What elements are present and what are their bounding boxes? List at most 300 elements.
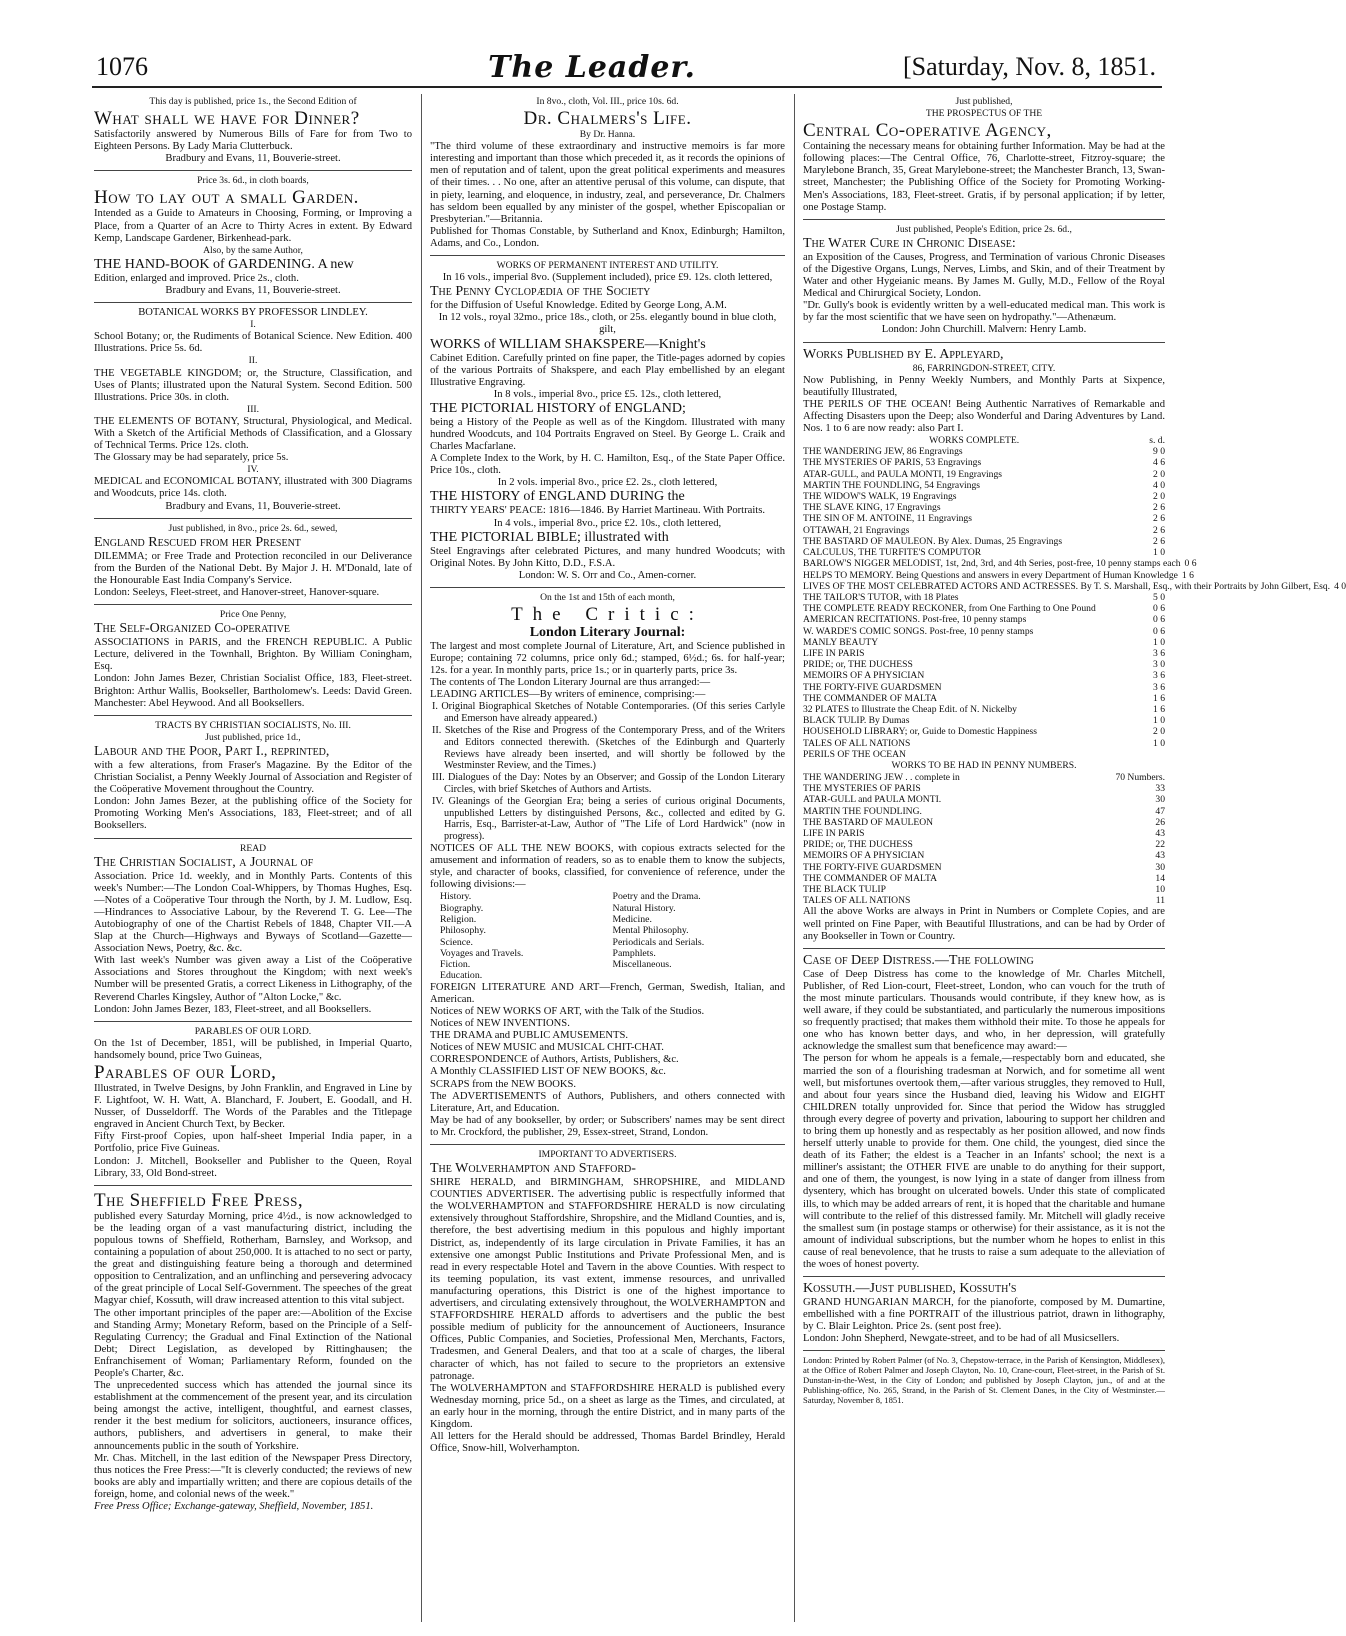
item-title: THE MYSTERIES OF PARIS, 53 Engravings — [803, 457, 982, 469]
section-heading: PARABLES OF OUR LORD. — [194, 1025, 312, 1037]
divider — [94, 604, 412, 605]
divider — [803, 1276, 1165, 1277]
masthead-rule — [92, 86, 1162, 88]
numbers-row — [803, 772, 1165, 783]
section-heading: WORKS TO BE HAD IN PENNY NUMBERS. — [891, 759, 1077, 771]
ad-preline: In 4 vols., imperial 8vo., price £2. 10s., cloth lettered, — [493, 517, 722, 529]
list-item: I. Original Biographical Sketches of Notable Contemporaries. (Of this series Carlyle and Emerson have already appeared.) — [432, 701, 785, 725]
ad-title: The Critic: — [511, 604, 704, 625]
numbers-list — [803, 783, 1165, 906]
ad-body: Intended as a Guide to Amateurs in Choosing, Forming, or Improving a Place, from a Quarter of an Acre to Thirty Acres in extent. By Edward Kemp, Landscape Gardener, Birkenhead-park. — [94, 208, 412, 244]
ad-preline: In 12 vols., royal 32mo., price 18s., cloth, or 25s. elegantly bound in blue cloth, gilt, — [438, 312, 777, 336]
ad-body: The unprecedented success which has attended the journal since its establishment at the commencement of the present year, and its circulation being amongst the active, intelligent, thoughtful, and earnest classes, render it the best medium for solicitors, auctioneers, insurance offices, authors, publishers, and advertisers in general, to make their announcements public in the south of Yorkshire. — [94, 1380, 412, 1452]
price-list-item — [803, 738, 1165, 749]
item-title: HOUSEHOLD LIBRARY; or, Guide to Domestic Happiness — [803, 726, 1038, 738]
item-price: 3 6 — [1153, 681, 1165, 693]
divider — [430, 1144, 785, 1145]
item-price: 0 6 — [1153, 625, 1165, 637]
ad-body: Notices of NEW WORKS OF ART, with the Talk of the Studios. — [430, 1005, 705, 1017]
numbers-row — [803, 873, 1165, 884]
item-title: TALES OF ALL NATIONS — [803, 737, 911, 749]
division-item: Pamphlets. — [612, 947, 656, 959]
ad-body: FOREIGN LITERATURE AND ART—French, German, Swedish, Italian, and American. — [430, 981, 785, 1005]
numbers-row — [803, 839, 1165, 850]
ad-title: Case of Deep Distress.—The following — [803, 952, 1034, 968]
ad-title: The Water Cure in Chronic Disease: — [803, 235, 1016, 251]
ad-body: with a few alterations, from Fraser's Magazine. By the Editor of the Christian Socialist, a Penny Weekly Journal of Association and Register of the Coöperative Movement throughout the Country. — [94, 759, 412, 796]
ad-body: The other important principles of the paper are:—Abolition of the Excise and Standing Army; Monetary Reform, based on the Principle of a Self-Regulating Currency; the Gradual and Final Extinction of the National Debt; Direct Legislation, as developed by Rittinghausen; the Enfranchisement of Woman; Parliamentary Reform, founded on the People's Charter, &c. — [94, 1307, 412, 1379]
divisions-left — [440, 891, 613, 981]
ad-water-cure — [803, 224, 1165, 337]
division-item: Mental Philosophy. — [612, 925, 689, 937]
printer-imprint: London: Printed by Robert Palmer (of No. 3, Chepstow-terrace, in the Parish of Kensington, Middlesex), at the Office of Robert Palmer and Joseph Clayton, No. 10, Crane-court, Fleet-street, in the Parish of St. Dunstan-in-the-West, in the City of London; and published by Joseph Clayton, jun., of and at the Publishing-office, No. 265, Strand, in the Parish of St. Clement Danes, in the City of Westminster.—Saturday, November 8, 1851. — [803, 1355, 1165, 1406]
price-list-item — [803, 592, 1165, 603]
divisions-list — [430, 891, 785, 981]
divider — [803, 948, 1165, 949]
numbers-count: 26 — [1155, 816, 1165, 828]
numbers-count: 47 — [1155, 805, 1165, 817]
ad-chalmers — [430, 96, 785, 250]
ad-body: SHIRE HERALD, and BIRMINGHAM, SHROPSHIRE, and MIDLAND COUNTIES ADVERTISER. The advertising public is respectfully informed that the WOLVERHAMPTON and STAFFORDSHIRE HERALD is now circulating extensively throughout Staffordshire, Shropshire, and the Midland Counties, and is, therefore, the best advertising medium in this populous and highly important District, as, independently of its large circulation in Private Families, it has an extensive one amongst Public Institutions and Private Professional Men, and is read in every respectable Hotel and Tavern in the above Counties. With respect to its teeming population, its vast extent, immense resources, and unrivalled manufacturing operations, this District is one of the highest importance to advertisers, and circulating extensively throughout, the WOLVERHAMPTON and STAFFORDSHIRE HERALD affords to advertisers and the public the best possible medium of publicity for the announcement of Auctioneers, Insurance Offices, Public Companies, and Societies, Professional Men, Merchants, Factors, Tradesmen, and General Dealers, and that too at a scale of charges, the liberal character of which, has not failed to secure to the proprietors an extensive patronage. — [430, 1177, 785, 1382]
ad-wolverhampton-herald — [430, 1149, 785, 1455]
division-item: Miscellaneous. — [612, 959, 672, 971]
price-list — [803, 446, 1346, 760]
item-title: THE SIN OF M. ANTOINE, 11 Engravings — [803, 513, 972, 525]
ad-publisher: London: John Churchill. Malvern: Henry Lamb. — [881, 324, 1087, 336]
ad-body: Notices of NEW INVENTIONS. — [430, 1018, 570, 1030]
ad-title: The Penny Cyclopædia of the Society — [430, 284, 651, 300]
numbers-count: 43 — [1155, 850, 1165, 862]
numbers-row — [803, 884, 1165, 895]
item-price: 1 6 — [1153, 692, 1165, 704]
division-item: Science. — [440, 936, 473, 948]
numbers-row — [803, 817, 1165, 828]
ad-body: DILEMMA; or Free Trade and Protection reconciled in our Deliverance from the Burden of the National Debt. By Major J. H. M'Donald, late of the Honourable East India Company's Service. — [94, 550, 412, 586]
divider — [94, 302, 412, 303]
item-price: 3 6 — [1153, 670, 1165, 682]
section-heading: WORKS OF PERMANENT INTEREST AND UTILITY. — [496, 260, 719, 272]
ad-title: The Self-Organized Co-operative — [94, 621, 290, 637]
ad-body: Edition, enlarged and improved. Price 2s., cloth. — [94, 272, 299, 284]
item-number: IV. — [247, 464, 259, 476]
numbers-row — [803, 783, 1165, 794]
division-item: Fiction. — [440, 959, 471, 971]
item-price: 4 6 — [1153, 457, 1165, 469]
item-price: 4 0 — [1334, 580, 1346, 592]
division-item: Biography. — [440, 902, 484, 914]
price-list-item — [803, 446, 1165, 457]
numbers-count: 22 — [1155, 839, 1165, 851]
ad-publisher: Bradbury and Evans, 11, Bouverie-street. — [165, 500, 341, 512]
item-title: 32 PLATES to Illustrate the Cheap Edit. of N. Nickelby — [803, 703, 1017, 715]
ad-the-critic — [430, 592, 785, 1139]
ad-subtitle: THE PICTORIAL BIBLE; illustrated with — [430, 529, 669, 545]
division-item: History. — [440, 891, 472, 903]
list-item: III. Dialogues of the Day: Notes by an Observer; and Gossip of the London Literary Circles, with brief Sketches of Authors and Artists. — [432, 772, 785, 796]
ad-body: Case of Deep Distress has come to the knowledge of Mr. Charles Mitchell, Publisher, of Red Lion-court, Fleet-street, London, who can vouch for the truth of the most minute particulars. Thousands would contribute, if they knew how, as is well aware, if they could be substantiated, and particularly the numerous impositions so frequently practised; that makes them withhold their mite. To those he appeals for one who has known better days, and who, in her depression, will gratefully acknowledge the smallest sum that beneficence may award:— — [803, 968, 1165, 1053]
divider — [803, 219, 1165, 220]
ad-tracts — [94, 720, 412, 833]
divider — [803, 342, 1165, 343]
numbers-title: PRIDE; or, THE DUCHESS — [803, 839, 913, 851]
column-right — [803, 96, 1346, 1621]
ad-kossuth-march — [803, 1281, 1165, 1345]
item-title: THE SLAVE KING, 17 Engravings — [803, 502, 941, 514]
ad-body: Mr. Chas. Mitchell, in the last edition of the Newspaper Press Directory, thus notices the Free Press:—"It is cleverly conducted; the reviews of new books are ably and impartially written; and there are copious details of the foreign, home, and colonial news of the week." — [94, 1452, 412, 1500]
ad-body: LEADING ARTICLES—By writers of eminence, comprising:— — [430, 689, 706, 701]
item-price: 1 6 — [1153, 703, 1165, 715]
ad-quote: "Dr. Gully's book is evidently written by a well-educated medical man. This work is by far the most scientific that we have seen on hydropathy."—Athenæum. — [803, 300, 1165, 324]
ad-note: Fifty First-proof Copies, upon half-sheet Imperial India paper, in a Portfolio, price Five Guineas. — [94, 1131, 412, 1155]
ad-title: Works Published by E. Appleyard, — [803, 346, 1004, 362]
price-list-item — [803, 558, 1197, 570]
item-price: 4 0 — [1153, 479, 1165, 491]
ad-body: THE DRAMA and PUBLIC AMUSEMENTS. — [430, 1030, 629, 1042]
item-title: BARLOW'S NIGGER MELODIST, 1st, 2nd, 3rd, and 4th Series, post-free, 10 penny stamps each — [803, 558, 1181, 570]
item-price: 2 6 — [1153, 513, 1165, 525]
item-title: LIVES OF THE MOST CELEBRATED ACTORS AND ACTRESSES. By T. S. Marshall, Esq., with their Portraits by John Gilbert, Esq. — [803, 580, 1331, 592]
price-list-item — [803, 513, 1165, 524]
divider — [94, 1185, 412, 1186]
ad-body: MEDICAL and ECONOMICAL BOTANY, illustrated with 300 Diagrams and Woodcuts, price 14s. cloth. — [94, 476, 412, 500]
item-price: 1 0 — [1153, 737, 1165, 749]
ad-subtitle: THE HAND-BOOK of GARDENING. A new — [94, 256, 354, 272]
ad-preline: Just published, price 1d., — [205, 731, 301, 743]
ad-preline: Just published, — [955, 96, 1013, 107]
ad-body: All the above Works are always in Print in Numbers or Complete Copies, and are well printed on Fine Paper, with Beautiful Illustrations, and can be had by Order of any Bookseller in Town or Country. — [803, 906, 1165, 942]
price-list-item — [803, 469, 1165, 480]
ad-self-organized — [94, 609, 412, 710]
item-number: III. — [247, 403, 259, 415]
ad-title: Labour and the Poor, Part I., reprinted, — [94, 743, 330, 759]
ad-body: School Botany; or, the Rudiments of Botanical Science. New Edition. 400 Illustrations. Price 5s. 6d. — [94, 331, 412, 355]
price-list-header — [803, 435, 1165, 446]
divider — [94, 715, 412, 716]
ad-body: Satisfactorily answered by Numerous Bills of Fare for from Two to Eighteen Persons. By Lady Maria Clutterbuck. — [94, 129, 412, 153]
price-list-item — [803, 536, 1165, 547]
numbers-row — [803, 895, 1165, 906]
ad-body: The person for whom he appeals is a female,—respectably born and educated, she married the son of a flourishing tradesman at Norwich, and for sometime all went well, but misfortunes overtook them,—after various struggles, they removed to Hull, and about four years since the Husband died, leaving his Widow and EIGHT CHILDREN totally unprovided for. Since that period the Widow has struggled through every degree of poverty and privation, labouring to support her children and to bring them up honestly and as respectably as her position allowed, and now finds herself utterly unable to provide for them. One child, the youngest, died since the death of its Father; the eldest is a Teacher in an Infants' school; the next is a milliner's assistant; the OTHER FIVE are unable to do anything for their support, and one of them, the youngest, is now lying in a state of danger from illness from dysentery, which has brought on ulcerated bowels. Under this state of complicated ills, to which may be added arrears of rent, it is hoped that the charitable and humane will contribute to the relief of this distressed family. Mr. Mitchell will gladly receive the smallest sum (in postage stamps or otherwise) for their assistance, as it is not the amount of individual subscriptions, but the number whom he hopes to enlist in this cause of real benevolence, that he trusts to raise a sum adequate to the alleviation of the woes of honest poverty. — [803, 1053, 1165, 1271]
ad-body: A Monthly CLASSIFIED LIST OF NEW BOOKS, &c. — [430, 1066, 666, 1078]
numbers-title: THE BASTARD OF MAULEON — [803, 816, 934, 828]
ad-preline: This day is published, price 1s., the Second Edition of — [149, 96, 357, 107]
ad-appleyard — [803, 346, 1346, 943]
price-list-item — [803, 637, 1165, 648]
item-price: 0 6 — [1153, 603, 1165, 615]
division-item: Philosophy. — [440, 925, 486, 937]
numbers-title: MEMOIRS OF A PHYSICIAN — [803, 850, 925, 862]
ad-subtitle: WORKS of WILLIAM SHAKSPERE—Knight's — [430, 336, 706, 352]
division-item: Natural History. — [612, 902, 676, 914]
division-item: Education. — [440, 970, 483, 982]
divider — [803, 1350, 1165, 1351]
item-title: ATAR-GULL, and PAULA MONTI, 19 Engravings — [803, 468, 1002, 480]
ad-preline: On the 1st and 15th of each month, — [540, 591, 675, 603]
item-title: PERILS OF THE OCEAN — [803, 748, 906, 760]
item-price: 2 0 — [1153, 726, 1165, 738]
numbers-count: 11 — [1155, 895, 1165, 907]
ad-publisher: London: John James Bezer, 183, Fleet-street, and all Booksellers. — [94, 1003, 372, 1015]
price-list-title: WORKS COMPLETE. — [929, 435, 1020, 447]
price-list-item — [803, 502, 1165, 513]
ad-deep-distress — [803, 953, 1165, 1271]
item-title: HELPS TO MEMORY. Being Questions and answers in every Department of Human Knowledge — [803, 569, 1178, 581]
ad-publisher: Published for Thomas Constable, by Sutherland and Knox, Edinburgh; Hamilton, Adams, and Co., London. — [430, 225, 785, 249]
ad-body: THE PERILS OF THE OCEAN! Being Authentic Narratives of Remarkable and Affecting Disasters upon the Deep; also Wonderful and Daring Adventures by Land. Nos. 1 to 6 are now ready: also Part I. — [803, 398, 1165, 434]
divider — [94, 1021, 412, 1022]
ad-publisher: London: John James Bezer, at the publishing office of the Society for Promoting Working Men's Associations, 183, Fleet-street; and of all Booksellers. — [94, 796, 412, 832]
ad-publisher: London: John Shepherd, Newgate-street, and to be had of all Musicsellers. — [803, 1333, 1120, 1345]
ad-publisher: London: W. S. Orr and Co., Amen-corner. — [518, 569, 697, 581]
ad-publisher: May be had of any bookseller, by order; or Subscribers' names may be sent direct to Mr. Crockford, the publisher, 29, Essex-street, Strand, London. — [430, 1114, 785, 1138]
price-list-item — [803, 704, 1165, 715]
item-title: MARTIN THE FOUNDLING, 54 Engravings — [803, 479, 980, 491]
divider — [430, 587, 785, 588]
price-list-item — [803, 580, 1346, 592]
numbers-title: THE FORTY-FIVE GUARDSMEN — [803, 861, 942, 873]
item-price: 0 6 — [1153, 614, 1165, 626]
ad-title: Parables of our Lord, — [94, 1062, 277, 1083]
numbers-count: 14 — [1155, 872, 1165, 884]
item-price: 0 6 — [1184, 558, 1197, 570]
ad-title: The Christian Socialist, a Journal of — [94, 854, 314, 870]
price-list-item — [803, 693, 1165, 704]
ad-note: A Complete Index to the Work, by H. C. Hamilton, Esq., of the State Paper Office. Price 10s., cloth. — [430, 453, 785, 477]
ad-publisher: Free Press Office; Exchange-gateway, Sheffield, November, 1851. — [94, 1501, 374, 1512]
item-title: THE WIDOW'S WALK, 19 Engravings — [803, 491, 957, 503]
division-item: Poetry and the Drama. — [612, 891, 701, 903]
ad-publisher: London: Seeleys, Fleet-street, and Hanover-street, Hanover-square. — [94, 587, 380, 598]
price-list-item — [803, 603, 1165, 614]
numbers-title: THE BLACK TULIP — [803, 884, 886, 896]
ad-preline: Price 3s. 6d., in cloth boards, — [197, 175, 309, 187]
ad-address: 86, FARRINGDON-STREET, CITY. — [912, 362, 1056, 374]
ad-sheffield-free-press — [94, 1190, 412, 1513]
ad-preline: Price One Penny, — [219, 609, 287, 621]
item-price: 2 6 — [1153, 524, 1165, 536]
item-title: BLACK TULIP. By Dumas — [803, 715, 910, 727]
numbers-count: 43 — [1155, 828, 1165, 840]
item-price: 1 0 — [1153, 715, 1165, 727]
ad-body: The ADVERTISEMENTS of Authors, Publishers, and others connected with Literature, Art, and Education. — [430, 1090, 785, 1114]
ad-body: ASSOCIATIONS in PARIS, and the FRENCH REPUBLIC. A Public Lecture, delivered in the Townhall, Brighton. By William Coningham, Esq. — [94, 637, 412, 673]
numbers-row — [803, 806, 1165, 817]
ad-note: Also, by the same Author, — [203, 244, 303, 256]
ad-central-cooperative — [803, 96, 1165, 214]
ad-body: Illustrated, in Twelve Designs, by John Franklin, and Engraved in Line by F. Lightfoot, W. H. Watt, A. Blanchard, F. Joubert, E. Goodall, and H. Nusser, of Dusseldorff. The Words of the Parables and the Titlepage engraved in Ancient Church Text, by Becker. — [94, 1083, 412, 1131]
ad-publisher: Bradbury and Evans, 11, Bouverie-street. — [165, 153, 341, 165]
section-heading: IMPORTANT TO ADVERTISERS. — [538, 1149, 677, 1160]
ad-body: Containing the necessary means for obtaining further Information. May be had at the following places:—The Central Office, 76, Charlotte-street, Fitzroy-square; the Marylebone Branch, 35, Great Marylebone-street; the Manchester Branch, 13, Swan-street, Manchester; the Publishing Office of the Society for Promoting Working-Men's Associations, 183, Fleet-street. Gratis, if by personal application; if by letter, one Postage Stamp. — [803, 141, 1165, 213]
ad-body: Notices of NEW MUSIC and MUSICAL CHIT-CHAT. — [430, 1042, 664, 1054]
item-price: 1 0 — [1153, 547, 1165, 559]
ad-body: NOTICES OF ALL THE NEW BOOKS, with copious extracts selected for the amusement and information of readers, so as to enable them to know the subjects, style, and character of books, classified, for convenience of reference, under the following divisions:— — [430, 843, 785, 891]
divider — [94, 838, 412, 839]
ad-body: an Exposition of the Causes, Progress, and Termination of various Chronic Diseases of the Digestive Organs, Lungs, Nerves, Limbs, and Skin, and of their Treatment by Water and other Hygeianic means. By James M. Gully, M.D., Fellow of the Royal Medical and Chirurgical Society, London. — [803, 251, 1165, 300]
ad-title: The Wolverhampton and Stafford- — [430, 1161, 636, 1177]
ad-note: All letters for the Herald should be addressed, Thomas Bardel Brindley, Herald Office, Snow-hill, Wolverhampton. — [430, 1431, 785, 1455]
ad-preline: In 2 vols. imperial 8vo., price £2. 2s., cloth lettered, — [497, 477, 718, 489]
ad-title: Kossuth.—Just published, Kossuth's — [803, 1281, 1017, 1297]
division-item: Religion. — [440, 914, 477, 925]
price-list-item — [803, 480, 1165, 491]
ad-title: How to lay out a small Garden. — [94, 187, 359, 209]
price-list-item — [803, 749, 1165, 760]
price-list-item — [803, 525, 1165, 536]
item-title: THE BASTARD OF MAULEON. By Alex. Dumas, 25 Engravings — [803, 535, 1063, 547]
item-title: CALCULUS, THE TURFITE'S COMPUTOR — [803, 547, 982, 559]
ad-preline: Just published, in 8vo., price 2s. 6d., sewed, — [168, 522, 338, 534]
ad-body: for the Diffusion of Useful Knowledge. Edited by George Long, A.M. — [430, 300, 727, 312]
item-title: THE WANDERING JEW, 86 Engravings — [803, 446, 963, 458]
division-item: Periodicals and Serials. — [612, 936, 705, 948]
ad-body: With last week's Number was given away a List of the Coöperative Associations and Stores throughout the Kingdom; with next week's Number will be presented Gratis, a correct Likeness in Lithography, of the Reverend Charles Kingsley, Author of "Alton Locke," &c. — [94, 955, 412, 1003]
ad-dinner — [94, 96, 412, 165]
column-left — [94, 96, 412, 1621]
divisions-right — [613, 891, 786, 981]
price-list-item — [803, 726, 1165, 737]
numbers-row — [803, 862, 1165, 873]
numbers-count: 70 Numbers. — [1115, 772, 1165, 784]
item-price: 1 6 — [1181, 569, 1194, 581]
ad-preline: In 8vo., cloth, Vol. III., price 10s. 6d. — [536, 96, 679, 107]
ad-body: The largest and most complete Journal of Literature, Art, and Science published in Europe; containing 72 columns, price only 6d.; stamped, 6½d.; 6s. for half-year; 12s. for a year. In monthly parts, price 1s.; or in quarterly parts, price 3s. — [430, 641, 785, 677]
numbers-count: 33 — [1155, 783, 1165, 795]
numbers-title: LIFE IN PARIS — [803, 828, 865, 840]
numbers-title: MARTIN THE FOUNDLING. — [803, 805, 922, 817]
item-number: II. — [248, 355, 258, 367]
ad-publisher: London: John James Bezer, Christian Socialist Office, 183, Fleet-street. Brighton: Arthur Wallis, Bookseller, Bartholomew's. Leeds: David Green. Manchester: Abel Heywood. And all Booksellers. — [94, 673, 412, 709]
item-title: PRIDE; or, THE DUCHESS — [803, 659, 913, 671]
ad-body: THIRTY YEARS' PEACE: 1816—1846. By Harriet Martineau. With Portraits. — [430, 505, 766, 517]
ad-title: England Rescued from her Present — [94, 534, 301, 550]
ad-garden — [94, 175, 412, 297]
ad-body: The contents of The London Literary Journal are thus arranged:— — [430, 677, 711, 689]
ad-body: THE VEGETABLE KINGDOM; or, the Structure, Classification, and Uses of Plants; illustrated upon the Natural System. Second Edition. 500 Illustrations. Price 30s. in cloth. — [94, 367, 412, 403]
numbers-row — [803, 828, 1165, 839]
price-list-item — [803, 547, 1165, 558]
divider — [430, 255, 785, 256]
section-heading: TRACTS BY CHRISTIAN SOCIALISTS, No. III. — [155, 719, 351, 731]
item-price: 2 6 — [1153, 535, 1165, 547]
divider — [94, 170, 412, 171]
page-number: 1076 — [96, 52, 148, 81]
numbers-title: THE MYSTERIES OF PARIS — [803, 783, 921, 795]
item-price: 2 6 — [1153, 502, 1165, 514]
ad-permanent-works — [430, 260, 785, 582]
item-number: I. — [250, 319, 256, 331]
item-title: AMERICAN RECITATIONS. Post-free, 10 penny stamps — [803, 614, 1027, 626]
ad-title: The Sheffield Free Press, — [94, 1189, 304, 1211]
numbers-row — [803, 794, 1165, 805]
ad-publisher: London: J. Mitchell, Bookseller and Publisher to the Queen, Royal Library, 33, Old Bond-street. — [94, 1155, 412, 1179]
ad-botany — [94, 307, 412, 513]
price-list-item — [803, 569, 1194, 581]
ad-body: Steel Engravings after celebrated Pictures, and many hundred Woodcuts; with Original Notes. By John Kitto, D.D., F.S.A. — [430, 545, 785, 569]
item-price: 5 0 — [1153, 591, 1165, 603]
price-list-item — [803, 659, 1165, 670]
ad-body: THE ELEMENTS OF BOTANY, Structural, Physiological, and Medical. With a Sketch of the Artificial Methods of Classification, and a Glossary of Technical Terms. Price 12s. cloth. — [94, 415, 412, 452]
ad-parables — [94, 1026, 412, 1180]
ad-preline: Just published, People's Edition, price 2s. 6d., — [896, 223, 1072, 235]
ad-christian-socialist — [94, 843, 412, 1016]
list-item: IV. Gleanings of the Georgian Era; being a series of curious original Documents, unpublished Letters by distinguished Persons, &c., collected and edited by G. Harris, Esq., Barrister-at-Law, Author of "The Life of Lord Hardwick" (now in progress). — [432, 795, 785, 843]
section-heading: READ — [239, 842, 267, 854]
item-price: 2 0 — [1153, 491, 1165, 503]
item-title: MANLY BEAUTY — [803, 636, 879, 648]
ad-preline: THE PROSPECTUS OF THE — [925, 108, 1043, 120]
ad-body: Now Publishing, in Penny Weekly Numbers, and Monthly Parts at Sixpence, beautifully Illustrated, — [803, 374, 1165, 398]
newspaper-title: The Leader. — [488, 50, 696, 85]
ad-preline: On the 1st of December, 1851, will be published, in Imperial Quarto, handsomely bound, price Two Guineas, — [94, 1037, 412, 1061]
column-divider — [421, 94, 422, 1622]
price-list-item — [803, 670, 1165, 681]
item-title: OTTAWAH, 21 Engravings — [803, 524, 910, 536]
ad-body: being a History of the People as well as of the Kingdom. Illustrated with many hundred Woodcuts, and 104 Portraits Engraved on Steel. By George L. Craik and Charles Macfarlane. — [430, 416, 785, 453]
ad-title: Central Co-operative Agency, — [803, 120, 1052, 142]
ad-body: GRAND HUNGARIAN MARCH, for the pianoforte, composed by M. Dumartine, embellished with a fine PORTRAIT of the illustrious patriot, drawn in lithography, by C. Blair Leighton. Price 2s. (sent post free). — [803, 1297, 1165, 1333]
item-title: THE COMPLETE READY RECKONER, from One Farthing to One Pound — [803, 603, 1096, 615]
numbers-title: TALES OF ALL NATIONS — [803, 895, 911, 907]
item-title: THE TAILOR'S TUTOR, with 18 Plates — [803, 591, 959, 603]
ad-title: What shall we have for Dinner? — [94, 108, 360, 130]
item-price: 1 0 — [1153, 636, 1165, 648]
ad-body: Association. Price 1d. weekly, and in Monthly Parts. Contents of this week's Number:—The London Coal-Whippers, by Thomas Hughes, Esq.—Notes of a Coöperative Tour through the North, by J. M. Ludlow, Esq.—Hindrances to Associative Labour, by the Reverend T. G. Lee—The Autobiography of one of the Chartist Rebels of 1848, Chapter VII.—A Slap at the Church—Highways and Byways of Scotland—Gazette—Association News, Poetry, &c. &c. — [94, 870, 412, 955]
ad-subtitle: THE PICTORIAL HISTORY of ENGLAND; — [430, 400, 686, 416]
item-title: THE FORTY-FIVE GUARDSMEN — [803, 681, 942, 693]
item-title: THE COMMANDER OF MALTA — [803, 692, 937, 704]
price-list-item — [803, 648, 1165, 659]
section-heading: BOTANICAL WORKS BY PROFESSOR LINDLEY. — [138, 307, 368, 319]
ad-note: The Glossary may be had separately, price 5s. — [94, 452, 289, 464]
item-title: MEMOIRS OF A PHYSICIAN — [803, 670, 925, 682]
item-price: 3 0 — [1153, 659, 1165, 671]
ad-author: By Dr. Hanna. — [579, 129, 636, 141]
division-item: Medicine. — [612, 914, 652, 925]
numbers-count: 30 — [1155, 861, 1165, 873]
numbers-title: THE WANDERING JEW . . complete in — [803, 772, 960, 784]
ad-subtitle: THE HISTORY of ENGLAND DURING the — [430, 489, 685, 505]
column-divider — [794, 94, 795, 1622]
item-title: W. WARDE'S COMIC SONGS. Post-free, 10 penny stamps — [803, 625, 1034, 637]
ad-publisher: Bradbury and Evans, 11, Bouverie-street. — [165, 284, 341, 296]
divider — [94, 518, 412, 519]
ad-body: Cabinet Edition. Carefully printed on fine paper, the Title-pages adorned by copies of the various Portraits of Shakspere, and each Play embellished by an elegant Illustrative Engraving. — [430, 352, 785, 388]
ad-title: Dr. Chalmers's Life. — [523, 108, 692, 130]
numbers-count: 10 — [1155, 884, 1165, 896]
column-middle — [430, 96, 785, 1621]
numbers-count: 30 — [1155, 794, 1165, 806]
ad-preline: In 8 vols., imperial 8vo., price £5. 12s., cloth lettered, — [493, 388, 722, 400]
item-price: 9 0 — [1153, 446, 1165, 458]
division-item: Voyages and Travels. — [440, 947, 524, 959]
item-price: 2 0 — [1153, 468, 1165, 480]
ad-body: SCRAPS from the NEW BOOKS. — [430, 1078, 577, 1090]
ad-england-rescued — [94, 523, 412, 599]
numbers-row — [803, 850, 1165, 861]
price-list-item — [803, 626, 1165, 637]
ad-body: "The third volume of these extraordinary and instructive memoirs is far more interesting and important than those which preceded it, as it records the opinions of men of reputation and of talent, upon the great political experiments and measures of their times. . . No one, after an attentive perusal of this volume, can dispute, that in piety, learning, and eloquence, in industry, zeal, and perseverance, Dr. Chalmers has seldom been equalled by any minister of the gospel, whether Episcopalian or Presbyterian."—Britannia. — [430, 141, 785, 225]
ad-preline: In 16 vols., imperial 8vo. (Supplement included), price £9. 12s. cloth lettered, — [442, 272, 773, 284]
item-price: 3 6 — [1153, 647, 1165, 659]
price-list-item — [803, 614, 1165, 625]
ad-body: CORRESPONDENCE of Authors, Artists, Publishers, &c. — [430, 1054, 679, 1066]
numbers-title: THE COMMANDER OF MALTA — [803, 872, 937, 884]
ad-body: published every Saturday Morning, price 4½d., is now acknowledged to be the leading organ of a vast manufacturing district, including the populous towns of Sheffield, Rotherham, Barnsley, and Worksop, and containing a population of about 250,000. It is attached to no sect or party, the great and distinguishing feature being a thorough and determined opposition to Centralization, and an unflinching and persevering advocacy of the great principle of Local Self-Government. The speeches of the great Magyar chief, Kossuth, will draw increased attention to this vital subject. — [94, 1210, 412, 1307]
issue-date: [Saturday, Nov. 8, 1851. — [903, 52, 1156, 81]
price-list-item — [803, 715, 1165, 726]
price-list-item — [803, 491, 1165, 502]
